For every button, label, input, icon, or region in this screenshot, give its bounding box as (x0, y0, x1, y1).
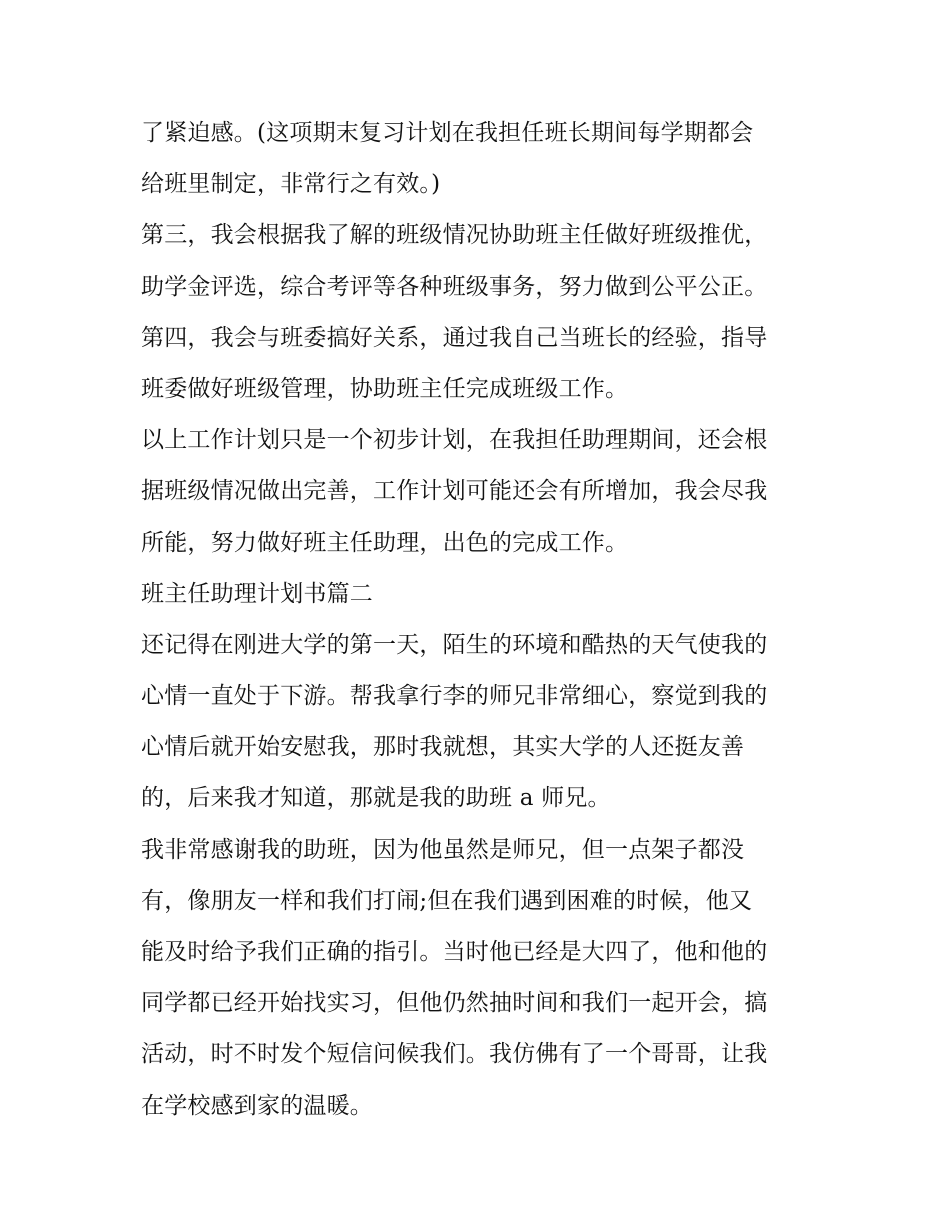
text-line: 在学校感到家的温暖。 (141, 1092, 373, 1119)
text-line: 了紧迫感。(这项期末复习计划在我担任班长期间每学期都会 (141, 120, 754, 146)
text-line: 心情后就开始安慰我，那时我就想，其实大学的人还挺友善 (141, 734, 745, 761)
text-line: 能及时给予我们正确的指引。当时他已经是大四了，他和他的 (141, 939, 768, 965)
section-heading: 班主任助理计划书篇二 (141, 580, 373, 607)
text-line: 第四，我会与班委搞好关系，通过我自己当班长的经验，指导 (141, 324, 768, 351)
text-line: 班委做好班级管理，协助班主任完成班级工作。 (141, 375, 629, 402)
text-line: 以上工作计划只是一个初步计划，在我担任助理期间，还会根 (141, 427, 768, 454)
text-line: 活动，时不时发个短信问候我们。我仿佛有了一个哥哥，让我 (141, 1041, 768, 1068)
text-line: 有，像朋友一样和我们打闹;但在我们遇到困难的时候，他又 (141, 887, 753, 914)
text-line: 给班里制定，非常行之有效。) (141, 171, 441, 198)
text-line: 所能，努力做好班主任助理，出色的完成工作。 (141, 529, 629, 556)
text-line: 第三，我会根据我了解的班级情况协助班主任做好班级推优， (141, 222, 768, 249)
text-line: 助学金评选，综合考评等各种班级事务，努力做到公平公正。 (141, 273, 768, 300)
text-line: 同学都已经开始找实习，但他仍然抽时间和我们一起开会，搞 (141, 990, 768, 1017)
text-line: 我非常感谢我的助班，因为他虽然是师兄，但一点架子都没 (141, 836, 745, 863)
text-line: 的，后来我才知道，那就是我的助班 a 师兄。 (141, 785, 611, 812)
document-body (141, 108, 821, 1132)
text-line: 据班级情况做出完善，工作计划可能还会有所增加，我会尽我 (141, 478, 768, 505)
text-line: 还记得在刚进大学的第一天，陌生的环境和酷热的天气使我的 (141, 631, 768, 658)
text-line: 心情一直处于下游。帮我拿行李的师兄非常细心，察觉到我的 (141, 683, 768, 710)
